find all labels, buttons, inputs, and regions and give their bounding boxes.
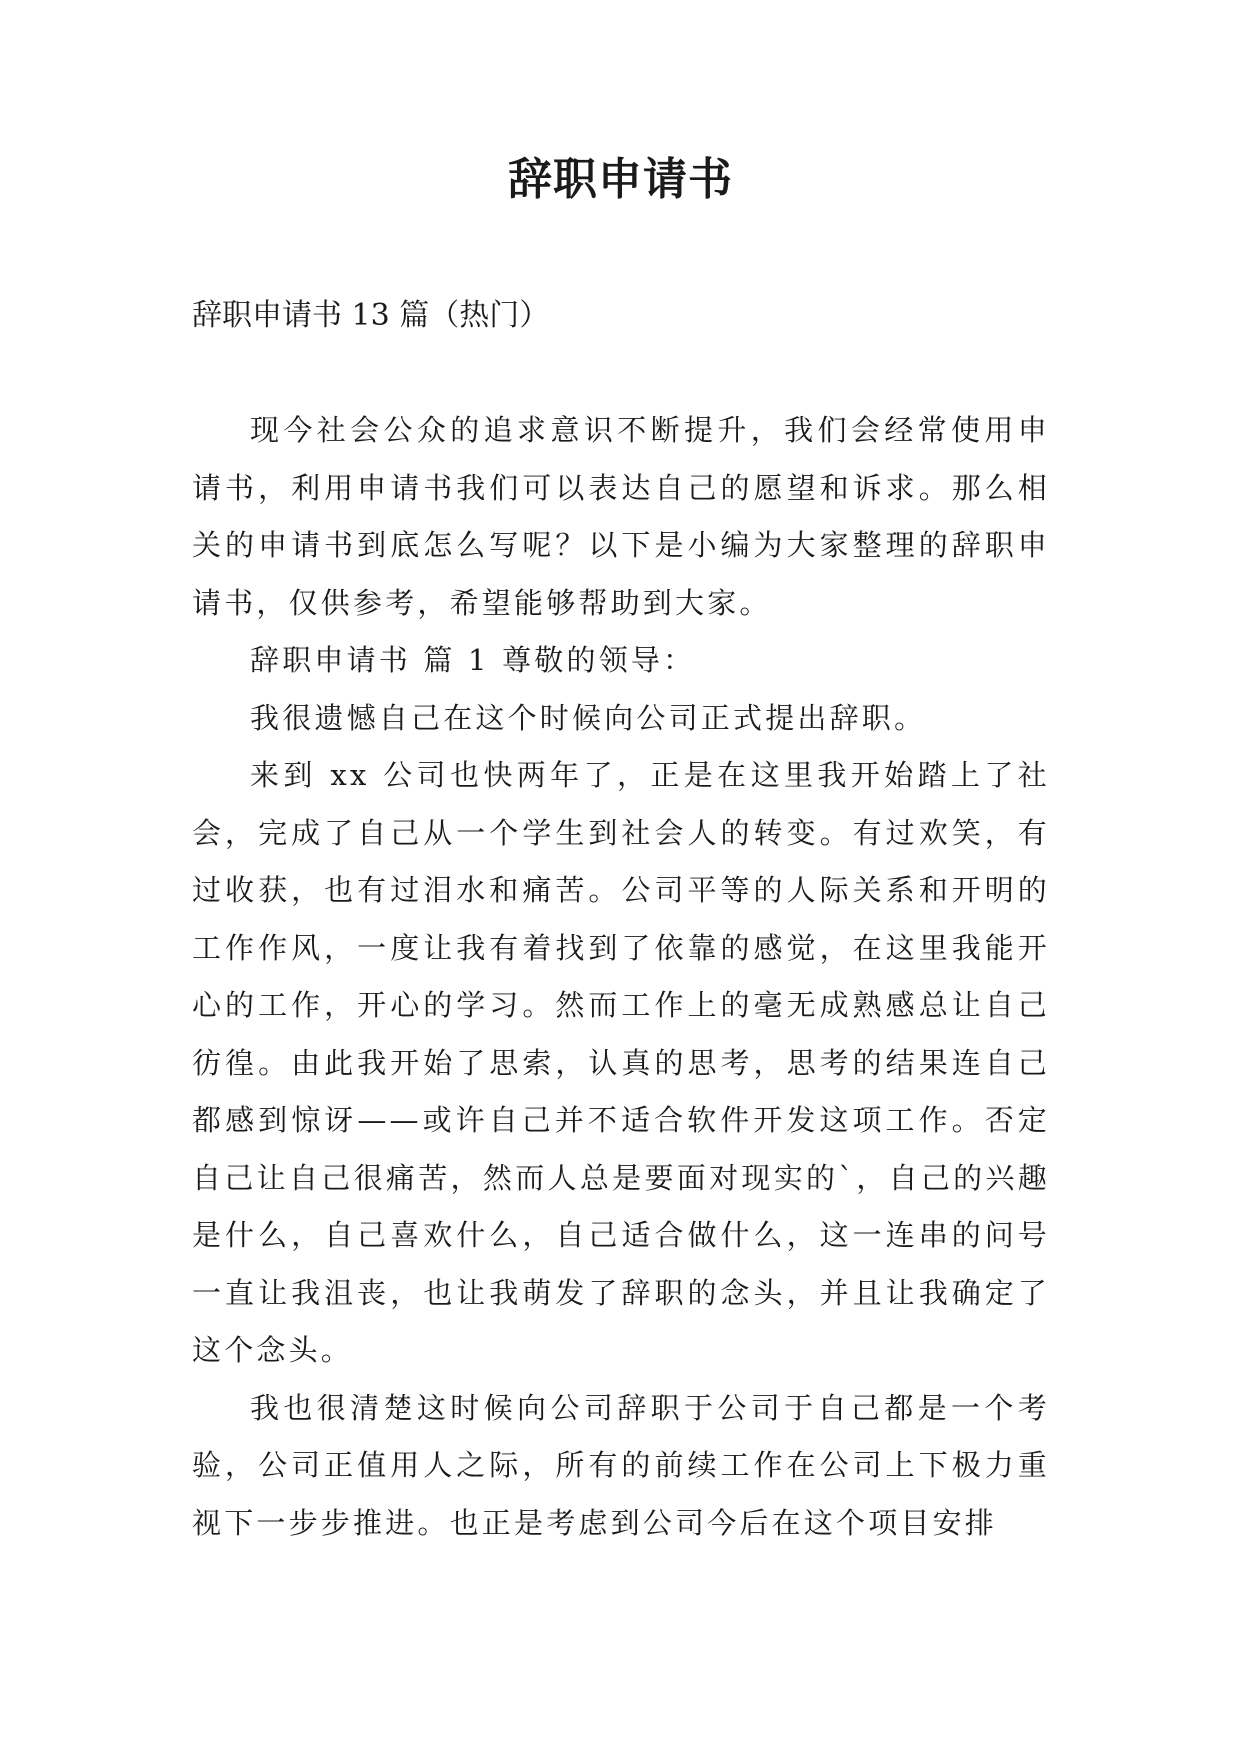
body-paragraph-salutation: 辞职申请书 篇 1 尊敬的领导： <box>250 643 696 677</box>
document-subtitle: 辞职申请书 13 篇（热门） <box>192 298 550 333</box>
document-title: 辞职申请书 <box>508 154 733 205</box>
body-paragraph: 来到 xx 公司也快两年了，正是在这里我开始踏上了社会，完成了自己从一个学生到社会人的转变。有过欢笑，有过收获，也有过泪水和痛苦。公司平等的人际关系和开明的工作作风，一度让我有着找到了依靠的感觉，在这里我能开心的工作，开心的学习。然而工作上的毫无成熟感总让自己彷徨。由此我开始了思索，认真的思考，思考的结果连自己都感到惊讶——或许自己并不适合软件开发这项工作。否定自己让自己很痛苦，然而人总是要面对现实的`，自己的兴趣是什么，自己喜欢什么，自己适合做什么，这一连串的问号一直让我沮丧，也让我萌发了辞职的念头，并且让我确定了这个念头。 <box>192 758 1050 1367</box>
body-paragraph: 我很遗憾自己在这个时候向公司正式提出辞职。 <box>250 700 927 735</box>
body-paragraph: 我也很清楚这时候向公司辞职于公司于自己都是一个考验，公司正值用人之际，所有的前续工作在公司上下极力重视下一步步推进。也正是考虑到公司今后在这个项目安排 <box>192 1390 1050 1540</box>
body-paragraph-intro: 现今社会公众的追求意识不断提升，我们会经常使用申请书，利用申请书我们可以表达自己的愿望和诉求。那么相关的申请书到底怎么写呢？以下是小编为大家整理的辞职申请书，仅供参考，希望能够帮助到大家。 <box>192 413 1050 620</box>
document-body <box>192 402 1050 1552</box>
